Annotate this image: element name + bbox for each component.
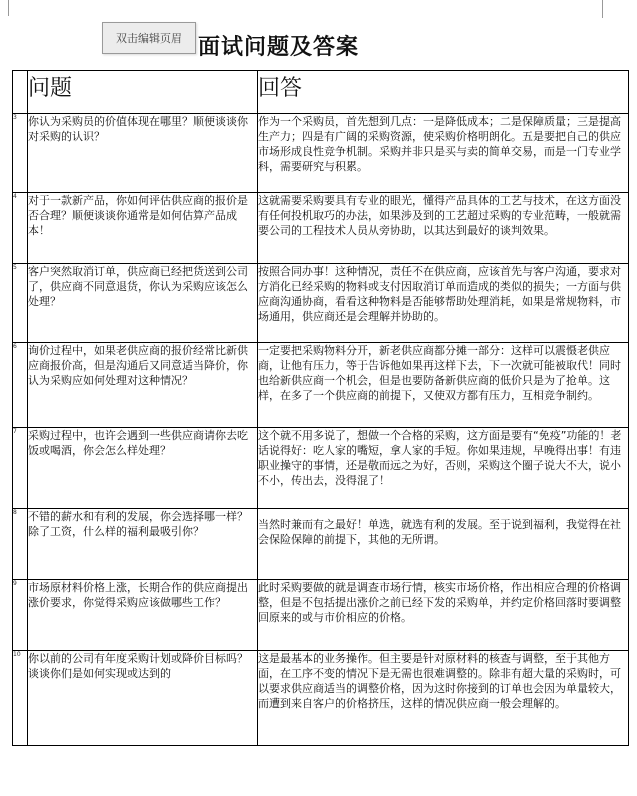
answer-cell[interactable]: 一定要把采购物料分开，新老供应商都分摊一部分：这样可以震慑老供应商，让他有压力，等于告诉他如果再这样下去，下一次就可能被取代！同时也给新供应商一个机会，但是也要防备新供应商的低价只是为了抢单。这样，在多了一个供应商的前提下，又使双方都有压力，互相竞争制约。: [258, 343, 629, 428]
row-number: 9: [13, 580, 28, 651]
table-row: [13, 264, 629, 343]
question-cell[interactable]: 客户突然取消订单，供应商已经把货送到公司了，供应商不同意退货，你认为采购应该怎么处理？: [28, 264, 258, 343]
question-cell[interactable]: 你以前的公司有年度采购计划或降价目标吗？谈谈你们是如何实现或达到的: [28, 651, 258, 746]
question-cell[interactable]: 不错的薪水和有利的发展，你会选择哪一样？除了工资，什么样的福利最吸引你？: [28, 509, 258, 580]
question-cell[interactable]: 采购过程中，也许会遇到一些供应商请你去吃饭或喝酒，你会怎么样处理？: [28, 428, 258, 509]
row-number: 7: [13, 428, 28, 509]
table-row: [13, 343, 629, 428]
question-cell[interactable]: 询价过程中，如果老供应商的报价经常比新供应商报价高，但是沟通后又同意适当降价，你认为采购应如何处理对这种情况？: [28, 343, 258, 428]
row-number: 5: [13, 264, 28, 343]
question-cell[interactable]: 你认为采购员的价值体现在哪里？顺便谈谈你对采购的认识？: [28, 114, 258, 193]
answer-column-header: 回答: [258, 71, 629, 114]
question-cell[interactable]: 对于一款新产品，你如何评估供应商的报价是否合理？顺便谈谈你通常是如何估算产品成本！: [28, 193, 258, 264]
row-number: 10: [13, 651, 28, 746]
table-row: [13, 580, 629, 651]
page-corner-mark-right: [602, 0, 615, 18]
answer-cell[interactable]: 这就需要采购要具有专业的眼光，懂得产品具体的工艺与技术，在这方面没有任何投机取巧的办法，如果涉及到的工艺超过采购的专业范畴，一般就需要公司的工程技术人员从旁协助，以其达到最好的谈判效果。: [258, 193, 629, 264]
qa-table: [12, 70, 629, 746]
question-cell[interactable]: 市场原材料价格上涨，长期合作的供应商提出涨价要求，你觉得采购应该做哪些工作？: [28, 580, 258, 651]
answer-cell[interactable]: 作为一个采购员，首先想到几点：一是降低成本；二是保障质量；三是提高生产力；四是有广阔的采购资源，使采购价格明朗化。五是要把自己的供应市场形成良性竞争机制。采购并非只是买与卖的简单交易，而是一门专业学科，需要研究与积累。: [258, 114, 629, 193]
table-row: [13, 114, 629, 193]
table-row: [13, 428, 629, 509]
page-corner-mark-left: [0, 0, 9, 16]
table-header-row: [13, 71, 629, 114]
table-corner-cell: [13, 71, 28, 114]
answer-cell[interactable]: 当然时兼而有之最好！单选，就选有利的发展。至于说到福利，我觉得在社会保险保障的前提下，其他的无所谓。: [258, 509, 629, 580]
row-number: 4: [13, 193, 28, 264]
table-row: [13, 651, 629, 746]
answer-cell[interactable]: 此时采购要做的就是调查市场行情，核实市场价格，作出相应合理的价格调整，但是不包括提出涨价之前已经下发的采购单，并约定价格回落时要调整回原来的或与市价相应的价格。: [258, 580, 629, 651]
table-row: [13, 193, 629, 264]
row-number: 3: [13, 114, 28, 193]
answer-cell[interactable]: 这个就不用多说了，想做一个合格的采购，这方面是要有“免疫”功能的！老话说得好：吃人家的嘴短，拿人家的手短。你如果违规，早晚得出事！有违职业操守的事情，还是敬而远之为好，否则，采购这个圈子说大不大，说小不小，传出去，没得混了！: [258, 428, 629, 509]
answer-cell[interactable]: 这是最基本的业务操作。但主要是针对原材料的核查与调整，至于其他方面，在工序不变的情况下是无需也很难调整的。除非有超大量的采购时，可以要求供应商适当的调整价格，因为这时你接到的订单也会因为单量较大，而遭到来自客户的价格挤压，这样的情况供应商一般会理解的。: [258, 651, 629, 746]
edit-header-button[interactable]: 双击编辑页眉: [102, 22, 196, 54]
row-number: 8: [13, 509, 28, 580]
answer-cell[interactable]: 按照合同办事！这种情况，责任不在供应商，应该首先与客户沟通，要求对方消化已经采购的物料或支付因取消订单而造成的类似的损失；一方面与供应商沟通协商，看看这种物料是否能够帮助处理消耗，如果是常规物料，市场通用，供应商还是会理解并协助的。: [258, 264, 629, 343]
question-column-header: 问题: [28, 71, 258, 114]
table-row: [13, 509, 629, 580]
row-number: 6: [13, 343, 28, 428]
page-title: 面试问题及答案: [198, 34, 360, 60]
